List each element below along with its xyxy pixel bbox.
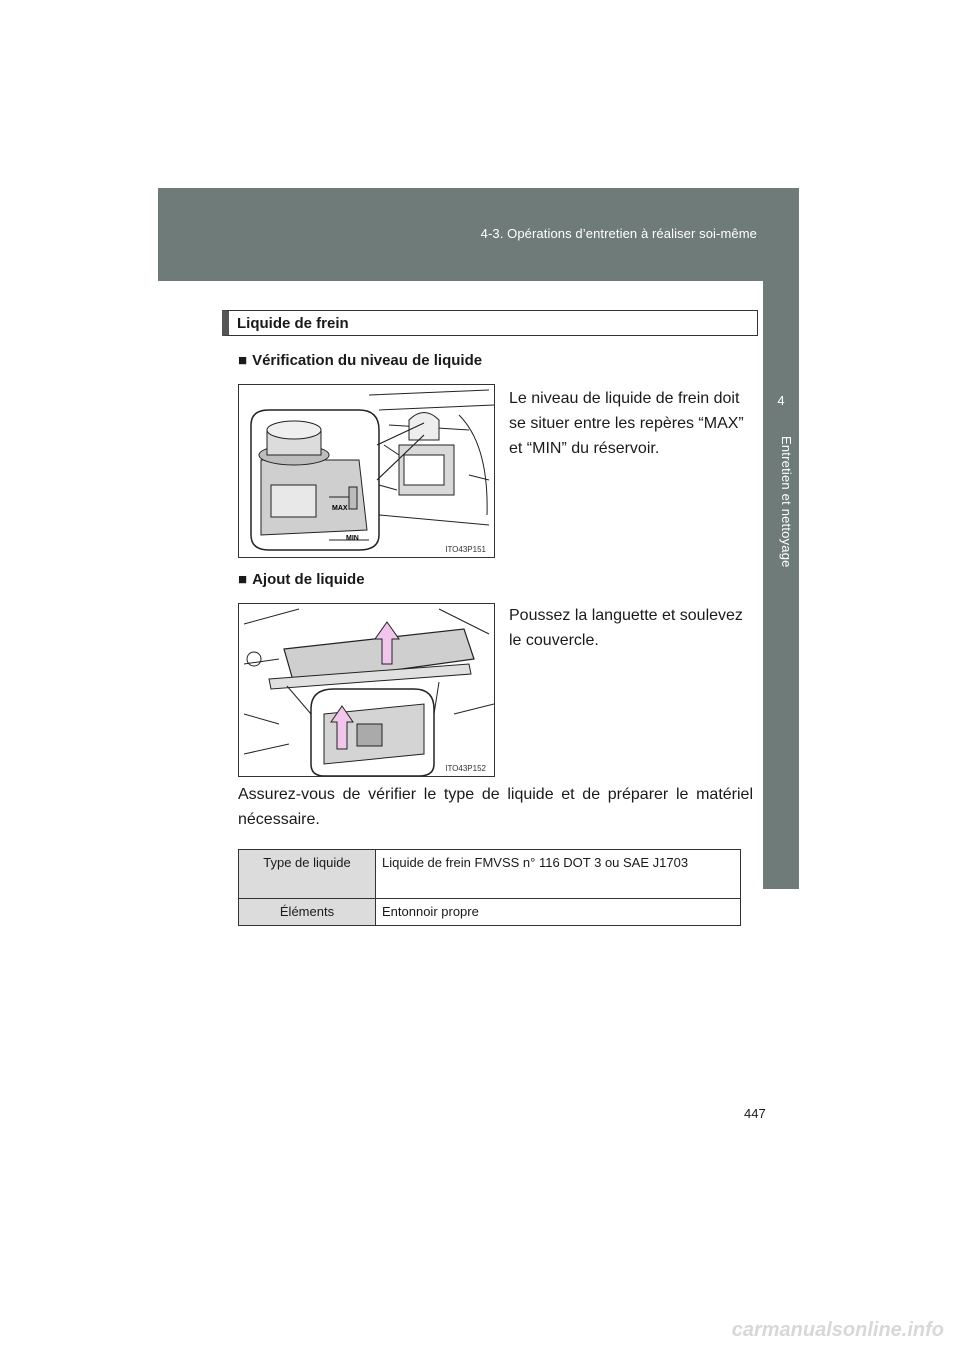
max-label: MAX bbox=[332, 505, 348, 512]
fluid-spec-table bbox=[238, 849, 741, 926]
subsection-heading-check bbox=[238, 352, 482, 369]
check-instructions: Le niveau de liquide de frein doit se situer entre les repères “MAX” et “MIN” du réservoir. bbox=[509, 390, 744, 457]
table-label: Type de liquide bbox=[239, 850, 376, 899]
figure-code: ITO43P152 bbox=[445, 764, 486, 773]
section-title: Liquide de frein bbox=[237, 315, 349, 332]
table-label: Éléments bbox=[239, 899, 376, 926]
subsection-title: Ajout de liquide bbox=[252, 571, 365, 588]
cover-removal-illustration bbox=[239, 604, 495, 777]
table-row bbox=[239, 850, 741, 899]
section-header bbox=[222, 310, 758, 336]
subsection-heading-add bbox=[238, 571, 365, 588]
bullet-square-icon: ■ bbox=[238, 352, 248, 369]
header-band bbox=[158, 188, 799, 281]
add-instructions: Poussez la languette et soulevez le couvercle. bbox=[509, 607, 743, 649]
watermark: carmanualsonline.info bbox=[731, 1319, 944, 1341]
table-row bbox=[239, 899, 741, 926]
figure-brake-reservoir bbox=[238, 384, 495, 558]
chapter-title: Entretien et nettoyage bbox=[779, 436, 794, 568]
table-value: Liquide de frein FMVSS n° 116 DOT 3 ou SAE J1703 bbox=[376, 850, 741, 899]
bullet-square-icon: ■ bbox=[238, 571, 248, 588]
min-label: MIN bbox=[346, 535, 359, 542]
chapter-number: 4 bbox=[777, 393, 785, 408]
chapter-side-tab bbox=[763, 281, 799, 889]
header-title: 4-3. Opérations d’entretien à réaliser soi-même bbox=[480, 226, 757, 241]
subsection-title: Vérification du niveau de liquide bbox=[252, 352, 483, 369]
preparation-note: Assurez-vous de vérifier le type de liquide et de préparer le matériel nécessaire. bbox=[238, 786, 753, 828]
brake-reservoir-illustration bbox=[239, 385, 495, 558]
figure-cover-removal bbox=[238, 603, 495, 777]
figure-code: ITO43P151 bbox=[445, 545, 486, 554]
page-number: 447 bbox=[744, 1106, 766, 1121]
table-value: Entonnoir propre bbox=[376, 899, 741, 926]
